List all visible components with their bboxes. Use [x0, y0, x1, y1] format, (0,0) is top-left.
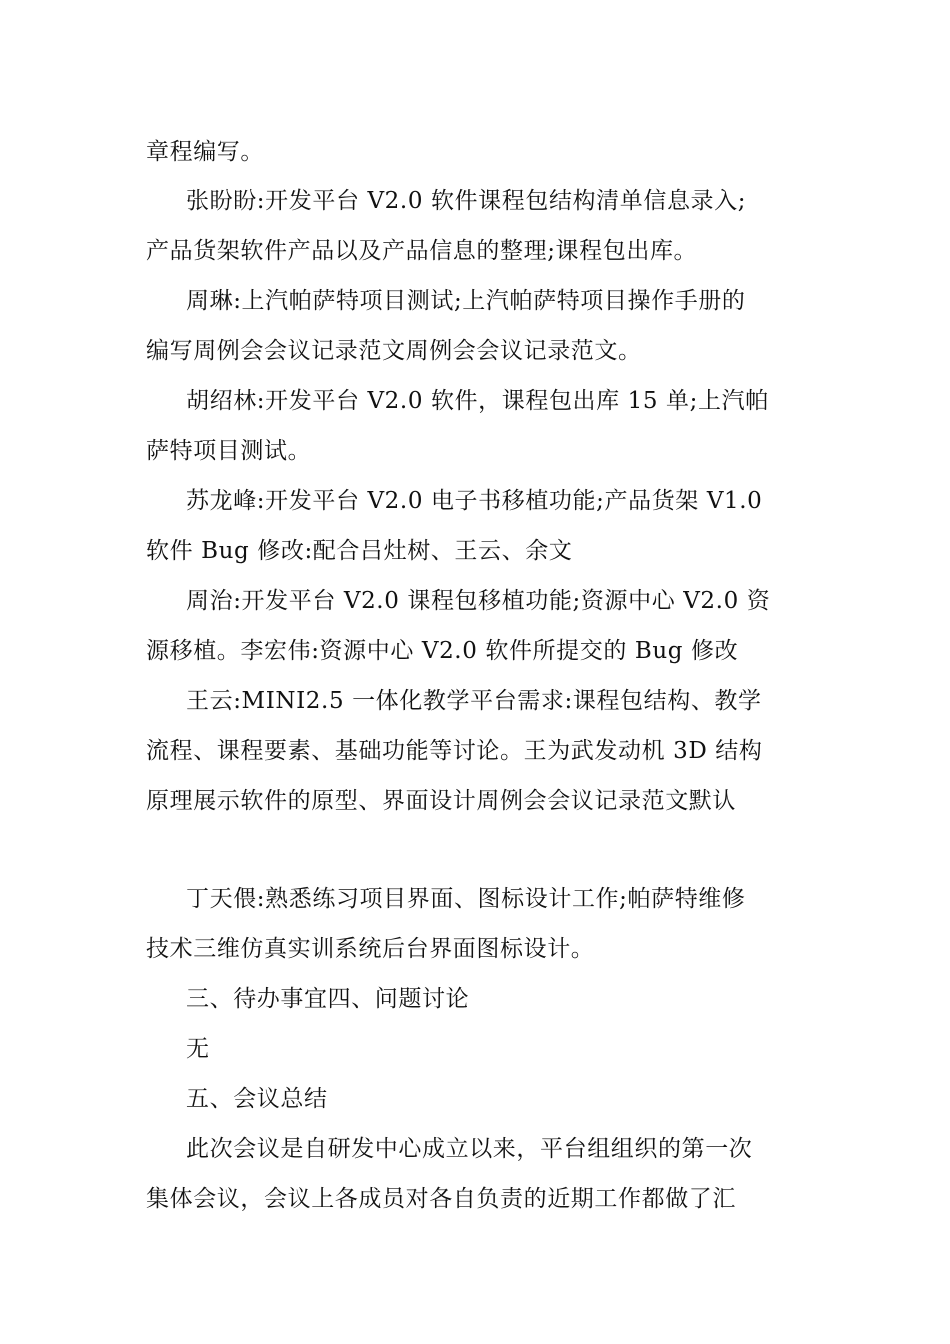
text-line: 软件 Bug 修改:配合吕灶树、王云、余文: [146, 538, 573, 564]
text-line: 张盼盼:开发平台 V2.0 软件课程包结构清单信息录入;: [186, 188, 747, 214]
text-line: 章程编写。: [146, 139, 264, 165]
text-line: 产品货架软件产品以及产品信息的整理;课程包出库。: [146, 238, 698, 264]
text-line: 胡绍林:开发平台 V2.0 软件，课程包出库 15 单;上汽帕: [186, 388, 769, 414]
text-line: 此次会议是自研发中心成立以来，平台组组织的第一次: [186, 1136, 753, 1162]
text-line: 原理展示软件的原型、界面设计周例会会议记录范文默认: [146, 788, 736, 814]
text-line: 三、待办事宜四、问题讨论: [186, 986, 470, 1012]
section-heading: 五、会议总结: [186, 1086, 328, 1112]
text-line: 周治:开发平台 V2.0 课程包移植功能;资源中心 V2.0 资: [186, 588, 771, 614]
text-line: 集体会议，会议上各成员对各自负责的近期工作都做了汇: [146, 1186, 736, 1212]
text-line: 源移植。李宏伟:资源中心 V2.0 软件所提交的 Bug 修改: [146, 638, 739, 664]
text-line: 无: [186, 1036, 210, 1062]
text-line: 苏龙峰:开发平台 V2.0 电子书移植功能;产品货架 V1.0: [186, 488, 763, 514]
text-line: 流程、课程要素、基础功能等讨论。王为武发动机 3D 结构: [146, 738, 763, 764]
text-line: 萨特项目测试。: [146, 438, 312, 464]
text-line: 技术三维仿真实训系统后台界面图标设计。: [146, 936, 595, 962]
text-line: 编写周例会会议记录范文周例会会议记录范文。: [146, 338, 642, 364]
text-line: 周琳:上汽帕萨特项目测试;上汽帕萨特项目操作手册的: [186, 288, 746, 314]
text-line: 王云:MINI2.5 一体化教学平台需求:课程包结构、教学: [186, 688, 762, 714]
text-line: 丁天偎:熟悉练习项目界面、图标设计工作;帕萨特维修: [186, 886, 746, 912]
